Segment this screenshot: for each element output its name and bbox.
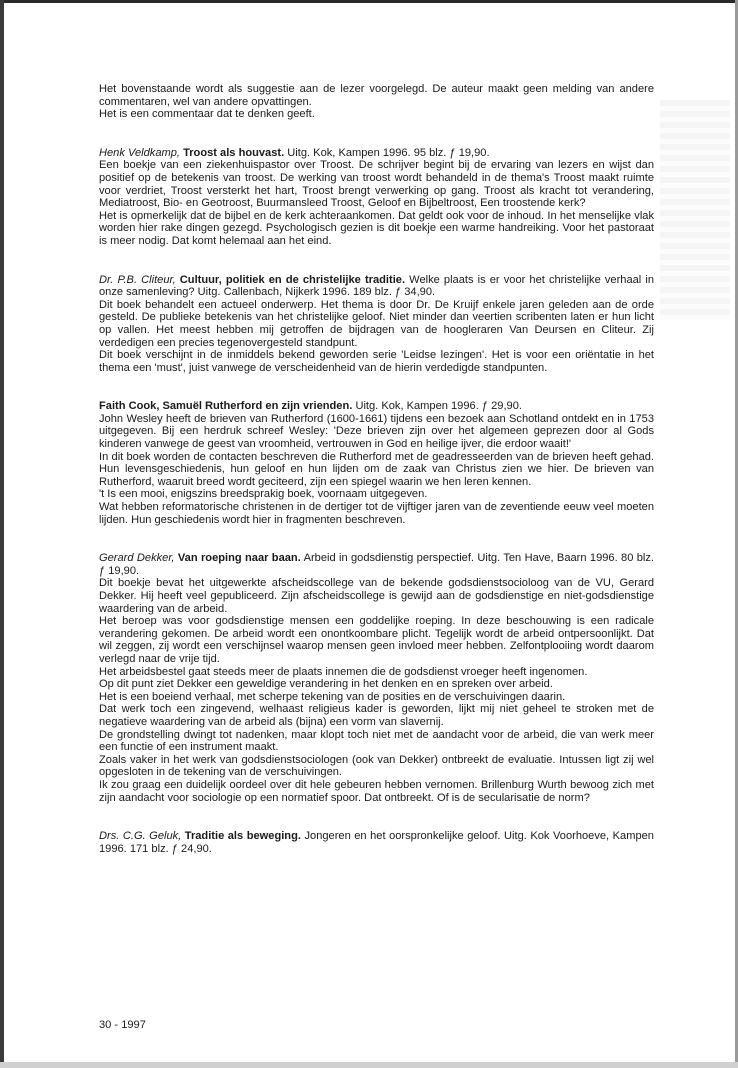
review-title: Cultuur, politiek en de christelijke traditie. bbox=[179, 273, 406, 286]
book-review bbox=[99, 147, 654, 248]
review-title: Faith Cook, Samuël Rutherford en zijn vrienden. bbox=[99, 400, 353, 413]
review-paragraph: Het is opmerkelijk dat de bijbel en de kerk achteraankomen. Dat geldt ook voor de inhoud. In het menselijke vlak worden hier rake dingen gezegd. Psychologisch gezien is dit boekje een warme handreiking. Voor het pastoraat is meer nodig. Dat komt helemaal aan het eind. bbox=[99, 209, 654, 247]
review-paragraph: Op dit punt ziet Dekker een geweldige verandering in het denken en en spreken over arbeid. bbox=[99, 678, 553, 691]
intro-paragraph: Het is een commentaar dat te denken geeft. bbox=[99, 108, 315, 121]
review-heading bbox=[99, 274, 654, 299]
review-author: Henk Veldkamp, bbox=[99, 146, 180, 159]
review-paragraph: Het is een boeiend verhaal, met scherpe tekening van de posities en de verschuivingen daarin. bbox=[99, 690, 566, 703]
review-paragraph: John Wesley heeft de brieven van Rutherford (1600-1661) tijdens een bezoek aan Schotland ontdekt en in 1753 uitgegeven. Bij een herdruk schreef Wesley: 'Deze brieven zijn over het algemeen geprezen door al Gods kinderen vanwege de geest van vroomheid, vertrouwen in God en heilige ijver, die erdoor waait!' bbox=[99, 412, 654, 451]
book-review bbox=[99, 830, 654, 855]
show-through-shadow bbox=[660, 100, 730, 320]
review-author: Drs. C.G. Geluk, bbox=[99, 830, 182, 843]
review-author: Gerard Dekker, bbox=[99, 552, 175, 565]
review-publication: Arbeid in godsdienstig perspectief. Uitg. Ten Have, Baarn 1996. 80 blz. ƒ 19,90. bbox=[99, 552, 654, 577]
review-paragraph: Dit boek verschijnt in de inmiddels bekend geworden serie 'Leidse lezingen'. Het is voor een oriëntatie in het thema een 'must', juist vanwege de verscheidenheid van de hierin verdedigde standpunten. bbox=[99, 349, 654, 374]
article-body bbox=[99, 83, 654, 881]
review-paragraph: In dit boek worden de contacten beschreven die Rutherford met de geadresseerden van de brieven heeft gehad. Hun levensgeschiedenis, hun geloof en hun lijden om de zaak van Christus zien we hier. De brieven van Rutherford, waaruit breed wordt geciteerd, zijn een spiegel waarin we hen leren kennen. bbox=[99, 450, 654, 488]
review-publication: Uitg. Kok, Kampen 1996. 95 blz. ƒ 19,90. bbox=[287, 146, 490, 159]
review-heading bbox=[99, 400, 654, 413]
review-heading bbox=[99, 830, 654, 855]
review-paragraph: Een boekje van een ziekenhuispastor over Troost. De schrijver begint bij de ervaring van lezers en wijst dan positief op de betekenis van troost. De werking van troost wordt behandeld in de thema's Troost maakt ruimte voor verdriet, Troost versterkt het hart, Troost brengt verwerking op gang. Troost als kracht tot verandering, Mediatroost, Bio- en Geotroost, Buurmansleed Troost, Geloof en Bijbeltroost, Een troostende kerk? bbox=[99, 159, 654, 210]
review-paragraph: Dat werk toch een zingevend, welhaast religieus kader is geworden, lijkt mij niet geheel te stroken met de negatieve waardering van de arbeid als (bijna) een vorm van slavernij. bbox=[99, 703, 654, 728]
review-heading bbox=[99, 147, 654, 160]
scan-edge-left bbox=[0, 0, 4, 1068]
review-title: Troost als houvast. bbox=[183, 146, 285, 159]
review-paragraph: 't Is een mooi, enigszins breedsprakig boek, voornaam uitgegeven. bbox=[99, 488, 428, 501]
intro-paragraph: Het bovenstaande wordt als suggestie aan de lezer voorgelegd. De auteur maakt geen melding van andere commentaren, wel van andere opvattingen. bbox=[99, 83, 654, 108]
book-review bbox=[99, 400, 654, 526]
review-paragraph: Zoals vaker in het werk van godsdienstsociologen (ook van Dekker) ontbreekt de evaluatie. Intussen ligt zij wel opgesloten in de tekening van de verschuivingen. bbox=[99, 753, 654, 779]
book-review bbox=[99, 552, 654, 804]
review-paragraph: Dit boekje bevat het uitgewerkte afscheidscollege van de bekende godsdienstsocioloog van de VU, Gerard Dekker. Hij heeft veel gepubliceerd. Zijn afscheidscollege is gewijd aan de godsdienstige en niet-godsdienstige waardering van de arbeid. bbox=[99, 577, 654, 615]
review-paragraph: Het arbeidsbestel gaat steeds meer de plaats innemen die de godsdienst vroeger heeft ingenomen. bbox=[99, 665, 588, 678]
review-title: Van roeping naar baan. bbox=[177, 552, 301, 565]
review-title: Traditie als beweging. bbox=[184, 830, 301, 843]
intro-block bbox=[99, 83, 654, 121]
review-author: Dr. P.B. Cliteur, bbox=[99, 273, 176, 286]
review-publication: Uitg. Kok, Kampen 1996. ƒ 29,90. bbox=[355, 400, 522, 413]
review-publication: Welke plaats is er voor het christelijke verhaal in onze samenleving? Uitg. Callenbach, Nijkerk 1996. 189 blz. ƒ 34,90. bbox=[99, 273, 654, 299]
review-paragraph: Wat hebben reformatorische christenen in de dertiger tot de vijftiger jaren van de zeventiende eeuw veel moeten lijden. Hun geschiedenis wordt hier in fragmenten beschreven. bbox=[99, 501, 654, 526]
review-paragraph: Het beroep was voor godsdienstige mensen een goddelijke roeping. In deze beschouwing is een radicale verandering gekomen. De arbeid wordt een onontkoombare plicht. Tegelijk wordt de arbeid ontpersoonlijkt. Dat wil zeggen, zij wordt een verschijnsel waarop mensen geen invloed meer hebben. Zelfontplooiing wordt daarom verlegd naar de vrije tijd. bbox=[99, 615, 654, 665]
book-review bbox=[99, 274, 654, 375]
review-heading bbox=[99, 552, 654, 577]
scan-edge-top bbox=[0, 0, 738, 3]
page-folio: 30 - 1997 bbox=[99, 1019, 146, 1031]
review-paragraph: Ik zou graag een duidelijk oordeel over dit hele gebeuren hebben vernomen. Brillenburg Wurth bewoog zich met zijn aandacht voor sociologie op een normatief spoor. Dat ontbreekt. Of is de secularisatie de norm? bbox=[99, 778, 654, 804]
scan-edge-bottom bbox=[0, 1062, 738, 1068]
review-paragraph: Dit boek behandelt een actueel onderwerp. Het thema is door Dr. De Kruijf enkele jaren geleden aan de orde gesteld. De publieke betekenis van het christelijke geloof. Niet minder dan veertien scribenten laten er hun licht op vallen. Het meest hebben mij getroffen de bijdragen van de hoogleraren Van Deursen en Cliteur. Zij verdedigen een precies tegenovergesteld standpunt. bbox=[99, 298, 654, 349]
review-paragraph: De grondstelling dwingt tot nadenken, maar klopt toch niet met de aandacht voor de arbeid, die van werk meer een functie of een instrument maakt. bbox=[99, 728, 654, 754]
review-publication: Jongeren en het oorspronkelijke geloof. Uitg. Kok Voorhoeve, Kampen 1996. 171 blz. ƒ 24,90. bbox=[99, 830, 654, 855]
